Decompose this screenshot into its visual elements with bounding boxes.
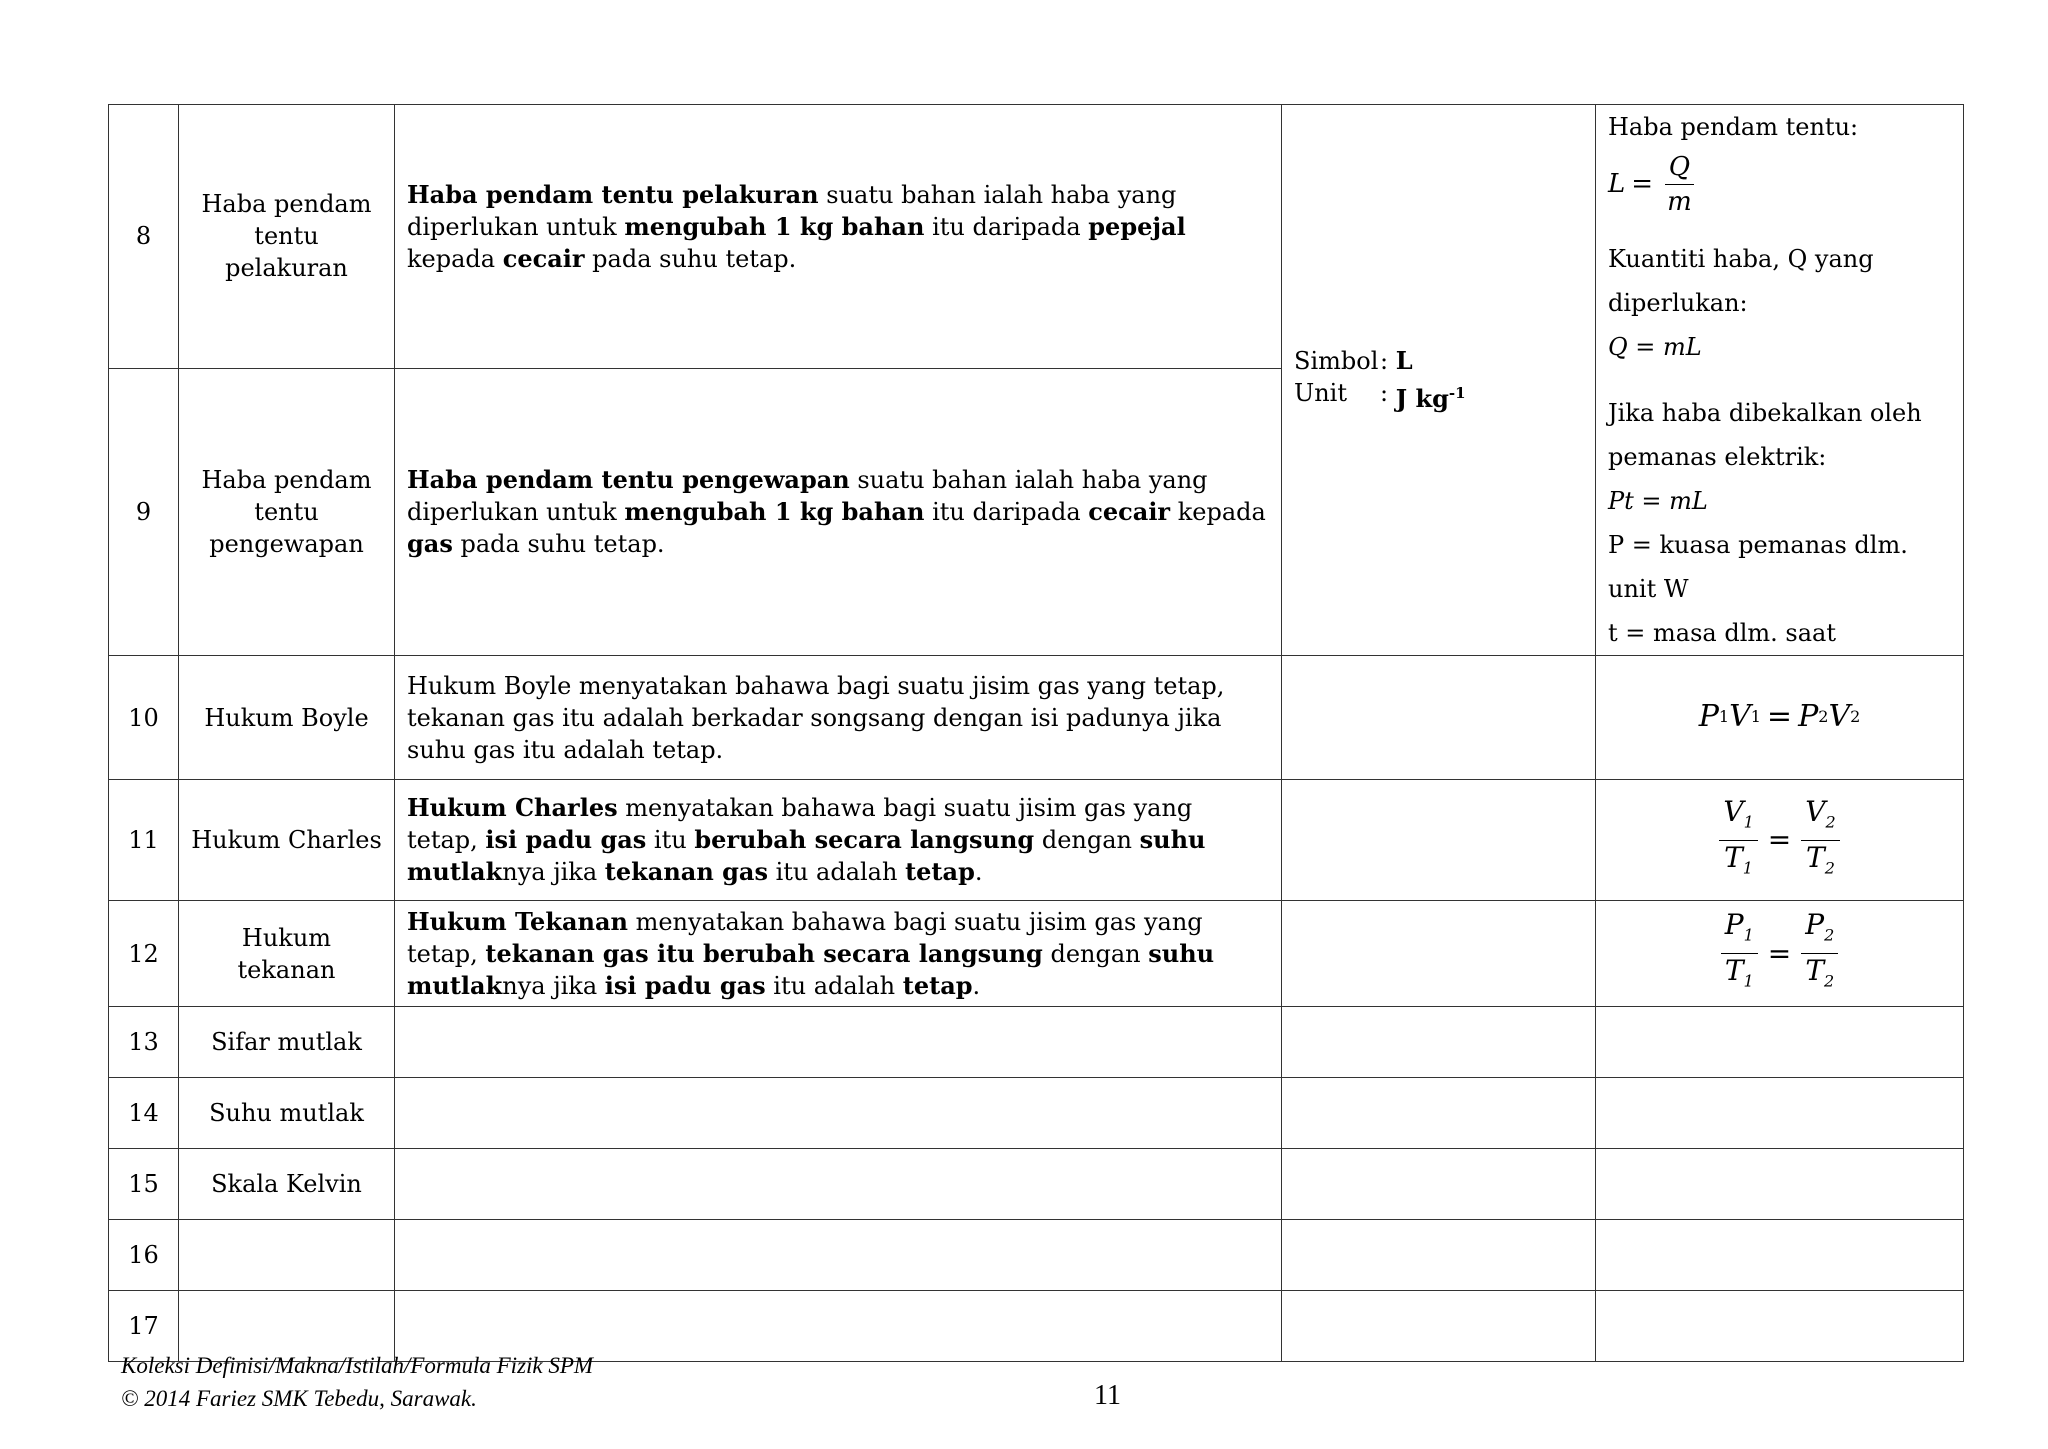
colon: : [1380, 347, 1389, 375]
unit-value: J $kg^{-1}$ [1395, 384, 1466, 413]
formula-heading: Haba pendam tentu: [1608, 113, 1859, 141]
empty-cell [395, 1007, 1282, 1078]
row-number: 11 [109, 780, 179, 901]
pressure-law-formula: $\frac{P_1}{T_1}$ = $\frac{P_2}{T_2}$ [1596, 901, 1964, 1007]
colon: : [1380, 379, 1389, 407]
table-row [109, 1220, 1964, 1291]
latent-heat-equation: L = $\frac{Q}{m}$ [1608, 149, 1951, 219]
symbol-label: Simbol [1294, 347, 1379, 375]
row-number: 15 [109, 1149, 179, 1220]
term-cell: Hukum Charles [179, 780, 395, 901]
definition-cell: Haba pendam tentu pelakuran suatu bahan ialah haba yang diperlukan untuk mengubah 1 kg bahan itu daripada pepejal kepada cecair pada suhu tetap. [395, 105, 1282, 369]
definitions-table [108, 104, 1964, 1362]
empty-cell [1596, 1220, 1964, 1291]
charles-formula: $\frac{V_1}{T_1}$ = $\frac{V_2}{T_2}$ [1596, 780, 1964, 901]
electric-text-2: pemanas elektrik: [1608, 443, 1827, 471]
definition-cell: Haba pendam tentu pengewapan suatu bahan ialah haba yang diperlukan untuk mengubah 1 kg bahan itu daripada cecair kepada gas pada suhu tetap. [395, 368, 1282, 655]
boyle-formula: P 1 V 1 = P 2 V 2 [1596, 656, 1964, 780]
table-row [109, 901, 1964, 1007]
table-row [109, 1007, 1964, 1078]
footer-credits [121, 1349, 593, 1415]
footer-title: Koleksi Definisi/Makna/Istilah/Formula Fizik SPM [121, 1353, 594, 1378]
pt-equation: Pt = mL [1608, 487, 1708, 515]
table-row [109, 1149, 1964, 1220]
term-cell: Skala Kelvin [179, 1149, 395, 1220]
row-number: 8 [109, 105, 179, 369]
row-number: 10 [109, 656, 179, 780]
empty-cell [1282, 1291, 1596, 1362]
table-row [109, 105, 1964, 369]
term-cell: Suhu mutlak [179, 1078, 395, 1149]
symbol-line [1294, 345, 1583, 377]
empty-cell [1282, 901, 1596, 1007]
t-definition: t = masa dlm. saat [1608, 619, 1836, 647]
definition-cell: Hukum Tekanan menyatakan bahawa bagi suatu jisim gas yang tetap, tekanan gas itu berubah secara langsung dengan suhu mutlaknya jika isi padu gas itu adalah tetap. [395, 901, 1282, 1007]
empty-cell [395, 1220, 1282, 1291]
empty-cell [395, 1149, 1282, 1220]
table-row [109, 780, 1964, 901]
empty-cell [1596, 1149, 1964, 1220]
symbol-value: L [1395, 346, 1413, 375]
latent-heat-formula-cell [1596, 105, 1964, 656]
empty-cell [1282, 1007, 1596, 1078]
table-row [109, 656, 1964, 780]
row-number: 16 [109, 1220, 179, 1291]
empty-cell [1596, 1291, 1964, 1362]
table-row [109, 1078, 1964, 1149]
q-equation: Q = mL [1608, 333, 1702, 361]
footer-copyright: © 2014 Fariez SMK Tebedu, Sarawak. [121, 1386, 477, 1411]
empty-cell [1282, 780, 1596, 901]
term-cell: Hukum tekanan [179, 901, 395, 1007]
definition-cell: Hukum Boyle menyatakan bahawa bagi suatu jisim gas yang tetap, tekanan gas itu adalah berkadar songsang dengan isi padunya jika suhu gas itu adalah tetap. [395, 656, 1282, 780]
term-cell: Haba pendam tentu pengewapan [179, 368, 395, 655]
empty-cell [395, 1078, 1282, 1149]
quantity-text: Kuantiti haba, Q yang diperlukan: [1608, 245, 1874, 317]
empty-cell [1282, 1149, 1596, 1220]
row-number: 17 [109, 1291, 179, 1362]
term-cell: Sifar mutlak [179, 1007, 395, 1078]
row-number: 13 [109, 1007, 179, 1078]
unit-line [1294, 377, 1583, 415]
row-number: 14 [109, 1078, 179, 1149]
symbol-unit-cell [1282, 105, 1596, 656]
unit-label: Unit [1294, 379, 1348, 407]
row-number: 9 [109, 368, 179, 655]
empty-cell [1282, 1220, 1596, 1291]
electric-text-1: Jika haba dibekalkan oleh [1608, 399, 1922, 427]
empty-cell [1282, 656, 1596, 780]
empty-cell [1596, 1007, 1964, 1078]
definition-cell: Hukum Charles menyatakan bahawa bagi suatu jisim gas yang tetap, isi padu gas itu berubah secara langsung dengan suhu mutlaknya jika tekanan gas itu adalah tetap. [395, 780, 1282, 901]
p-definition: P = kuasa pemanas dlm. unit W [1608, 531, 1908, 603]
page-number: 11 [1094, 1380, 1121, 1411]
row-number: 12 [109, 901, 179, 1007]
term-cell: Haba pendam tentu pelakuran [179, 105, 395, 369]
empty-cell [1282, 1078, 1596, 1149]
term-cell [179, 1220, 395, 1291]
term-cell: Hukum Boyle [179, 656, 395, 780]
empty-cell [1596, 1078, 1964, 1149]
